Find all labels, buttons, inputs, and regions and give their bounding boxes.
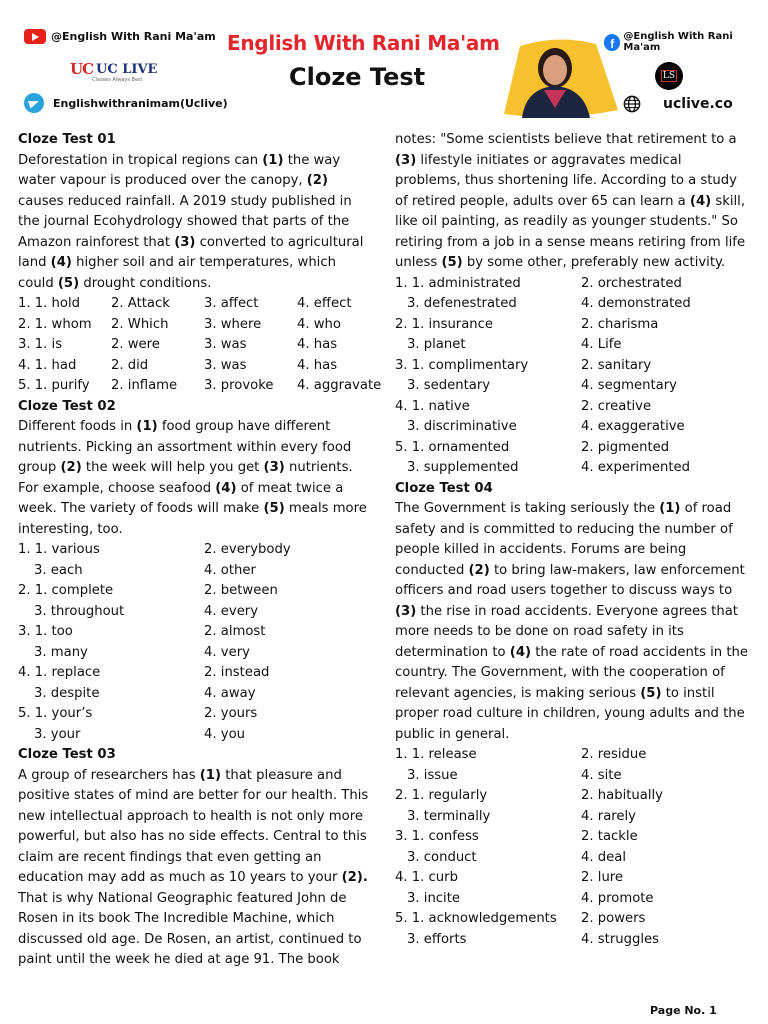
option-row bbox=[395, 889, 750, 910]
option-row bbox=[395, 356, 750, 377]
option-item[interactable]: 4. exaggerative bbox=[581, 419, 685, 434]
blank-marker: (1) bbox=[262, 152, 284, 168]
option-item[interactable]: 2. between bbox=[204, 583, 278, 598]
blank-marker: (2) bbox=[468, 562, 490, 578]
website-row[interactable] bbox=[623, 95, 733, 113]
cloze3-title: Cloze Test 03 bbox=[18, 747, 116, 762]
option-row bbox=[395, 335, 750, 356]
blank-marker: (4) bbox=[215, 480, 237, 496]
option-item[interactable]: 3. was bbox=[204, 337, 247, 352]
option-row bbox=[395, 397, 750, 418]
option-item[interactable]: 2. everybody bbox=[204, 542, 291, 557]
option-row bbox=[18, 643, 374, 664]
option-item[interactable]: 2. 1. regularly bbox=[395, 788, 488, 803]
cloze2-options bbox=[18, 540, 374, 745]
option-item[interactable]: 2. pigmented bbox=[581, 439, 670, 455]
globe-icon bbox=[623, 95, 641, 113]
option-item[interactable]: 3. affect bbox=[204, 296, 259, 311]
option-item[interactable]: 4. aggravate bbox=[297, 378, 382, 393]
option-item[interactable]: 2. almost bbox=[204, 624, 266, 639]
option-item[interactable]: 2. tackle bbox=[581, 829, 638, 844]
blank-marker: (1) bbox=[136, 419, 158, 434]
option-item[interactable]: 3. sedentary bbox=[407, 378, 491, 393]
option-item[interactable]: 3. planet bbox=[407, 337, 466, 352]
option-item[interactable]: 1. 1. administrated bbox=[395, 275, 521, 291]
option-item[interactable]: 3. discriminative bbox=[407, 419, 517, 434]
option-item[interactable]: 5. 1. ornamented bbox=[395, 439, 510, 455]
option-item[interactable]: 4. 1. replace bbox=[18, 665, 101, 680]
option-item[interactable]: 2. were bbox=[111, 337, 160, 352]
brand-name: UC LIVE bbox=[96, 61, 158, 77]
blank-marker: (1) bbox=[659, 501, 681, 516]
uc-live-logo bbox=[70, 60, 157, 83]
cloze3-passage-part1: A group of researchers has (1) that pleasure and positive states of mind are better for our health. This new intellectual approach to health is not only more powerful, but also has no side effects. Central to this claim are recent findings that even getting an education may add as much as 10 years to your (2). That is why National Geographic featured John de Rosen in its book The Incredible Machine, which discussed old age. De Rosen, an artist, continued to paint until the week he died at age 91. The book bbox=[18, 767, 369, 967]
option-row bbox=[395, 930, 750, 951]
option-row bbox=[18, 294, 374, 315]
option-item[interactable]: 4. who bbox=[297, 316, 341, 332]
option-item[interactable]: 2. lure bbox=[581, 870, 624, 885]
youtube-handle: @English With Rani Ma'am bbox=[51, 30, 216, 43]
option-item[interactable]: 4. segmentary bbox=[581, 378, 677, 393]
cloze4-title: Cloze Test 04 bbox=[395, 480, 493, 496]
left-column bbox=[18, 130, 382, 971]
page-number: Page No. 1 bbox=[650, 1004, 717, 1017]
option-item[interactable]: 4. demonstrated bbox=[581, 296, 691, 311]
option-row bbox=[18, 622, 374, 643]
option-row bbox=[395, 294, 750, 315]
option-item[interactable]: 4. deal bbox=[581, 849, 627, 865]
option-row bbox=[395, 315, 750, 336]
facebook-handle: @English With Rani Ma'am bbox=[623, 31, 733, 53]
option-item[interactable]: 2. inflame bbox=[111, 378, 178, 393]
blank-marker: (4) bbox=[689, 193, 712, 209]
cloze4-options bbox=[395, 745, 750, 950]
option-row bbox=[395, 745, 750, 766]
cloze3-options bbox=[395, 274, 750, 479]
teacher-photo bbox=[500, 38, 618, 118]
uc-logo-icon: UC bbox=[70, 60, 94, 78]
option-item[interactable]: 3. terminally bbox=[407, 808, 491, 824]
option-row bbox=[18, 684, 374, 705]
option-item[interactable]: 3. 1. too bbox=[18, 624, 73, 639]
option-item[interactable]: 2. habitually bbox=[581, 788, 663, 803]
blank-marker: (3) bbox=[395, 603, 417, 619]
option-item[interactable]: 4. 1. curb bbox=[395, 870, 458, 885]
option-item[interactable]: 4. other bbox=[204, 562, 256, 578]
option-item[interactable]: 3. conduct bbox=[407, 849, 477, 865]
telegram-icon bbox=[24, 93, 44, 113]
blank-marker: (5) bbox=[57, 275, 80, 291]
cloze1-options bbox=[18, 294, 382, 397]
option-row bbox=[18, 376, 382, 397]
option-row bbox=[395, 807, 750, 828]
option-item[interactable]: 3. issue bbox=[407, 767, 458, 783]
blank-marker: (5) bbox=[441, 255, 463, 270]
blank-marker: (2). bbox=[341, 870, 368, 885]
blank-marker: (2) bbox=[60, 460, 82, 475]
option-item[interactable]: 3. defenestrated bbox=[407, 296, 517, 311]
option-item[interactable]: 5. 1. acknowledgements bbox=[395, 911, 557, 926]
option-item[interactable]: 2. charisma bbox=[581, 316, 659, 332]
telegram-handle-row[interactable] bbox=[24, 93, 228, 113]
option-item[interactable]: 4. 1. native bbox=[395, 398, 470, 414]
option-item[interactable]: 2. instead bbox=[204, 665, 270, 680]
option-item[interactable]: 2. 1. insurance bbox=[395, 316, 494, 332]
page-title: English With Rani Ma'am bbox=[227, 31, 500, 55]
option-item[interactable]: 2. residue bbox=[581, 747, 647, 762]
option-row bbox=[18, 602, 374, 623]
option-item[interactable]: 3. many bbox=[34, 644, 88, 660]
website-link: uclive.co bbox=[663, 96, 733, 112]
option-item[interactable]: 4. every bbox=[204, 603, 259, 619]
option-row bbox=[18, 725, 374, 746]
option-row bbox=[395, 848, 750, 869]
facebook-handle-row[interactable] bbox=[604, 31, 768, 53]
blank-marker: (3) bbox=[395, 152, 417, 168]
option-item[interactable]: 2. powers bbox=[581, 911, 646, 926]
option-row bbox=[395, 438, 750, 459]
option-item[interactable]: 2. 1. complete bbox=[18, 583, 114, 598]
youtube-icon bbox=[24, 29, 46, 44]
option-item[interactable]: 3. supplemented bbox=[407, 460, 519, 475]
option-item[interactable]: 3. each bbox=[34, 562, 83, 578]
telegram-handle: Englishwithranimam(Uclive) bbox=[53, 96, 228, 110]
option-item[interactable]: 4. has bbox=[297, 337, 338, 352]
option-item[interactable]: 3. efforts bbox=[407, 931, 467, 947]
option-row bbox=[18, 581, 374, 602]
option-item[interactable]: 3. your bbox=[34, 726, 81, 742]
option-item[interactable]: 4. effect bbox=[297, 296, 352, 311]
option-item[interactable]: 4. away bbox=[204, 685, 256, 701]
option-item[interactable]: 4. Life bbox=[581, 337, 622, 352]
option-item[interactable]: 2. orchestrated bbox=[581, 275, 682, 291]
blank-marker: (5) bbox=[263, 501, 285, 516]
option-item[interactable]: 3. where bbox=[204, 316, 262, 332]
option-row bbox=[18, 540, 374, 561]
option-item[interactable]: 5. 1. your’s bbox=[18, 706, 93, 721]
option-row bbox=[395, 827, 750, 848]
blank-marker: (3) bbox=[174, 234, 196, 250]
cloze2-title: Cloze Test 02 bbox=[18, 398, 116, 414]
option-row bbox=[395, 274, 750, 295]
option-row bbox=[395, 868, 750, 889]
page-subtitle: Cloze Test bbox=[289, 63, 426, 91]
option-row bbox=[395, 376, 750, 397]
option-row bbox=[395, 417, 750, 438]
blank-marker: (5) bbox=[640, 685, 662, 701]
option-row bbox=[395, 458, 750, 479]
option-item[interactable]: 2. Which bbox=[111, 316, 169, 332]
option-item[interactable]: 5. 1. purify bbox=[18, 378, 90, 393]
brand-tagline: Classes Always Best bbox=[92, 77, 143, 83]
option-item[interactable]: 1. 1. release bbox=[395, 747, 477, 762]
option-item[interactable]: 4. rarely bbox=[581, 808, 636, 824]
youtube-handle-row[interactable] bbox=[24, 29, 216, 44]
blank-marker: (2) bbox=[306, 173, 329, 188]
option-item[interactable]: 3. despite bbox=[34, 685, 100, 701]
option-item[interactable]: 3. provoke bbox=[204, 378, 274, 393]
option-row bbox=[395, 909, 750, 930]
option-item[interactable]: 4. you bbox=[204, 726, 246, 742]
option-item[interactable]: 4. experimented bbox=[581, 460, 691, 475]
option-item[interactable]: 4. 1. had bbox=[18, 357, 77, 373]
option-item[interactable]: 2. sanitary bbox=[581, 357, 652, 373]
option-item[interactable]: 4. very bbox=[204, 644, 250, 660]
cloze1-passage: Deforestation in tropical regions can (1) the way water vapour is produced over the canopy, (2) causes reduced rainfall. A 2019 study published in the journal Ecohydrology showed that parts of the Amazon rainforest that (3) converted to agricultural land (4) higher soil and air temperatures, which could (5) drought conditions. bbox=[18, 152, 364, 291]
option-item[interactable]: 3. 1. complimentary bbox=[395, 357, 529, 373]
option-row bbox=[18, 704, 374, 725]
option-item[interactable]: 1. 1. hold bbox=[18, 296, 81, 311]
option-item[interactable]: 3. incite bbox=[407, 890, 460, 906]
blank-marker: (1) bbox=[199, 767, 221, 783]
option-row bbox=[18, 561, 374, 582]
ls-logo: LS bbox=[655, 62, 683, 90]
blank-marker: (3) bbox=[263, 460, 285, 475]
option-row bbox=[18, 315, 374, 336]
blank-marker: (4) bbox=[50, 255, 72, 270]
blank-marker: (4) bbox=[509, 644, 532, 660]
option-item[interactable]: 1. 1. various bbox=[18, 542, 100, 557]
cloze2-passage: Different foods in (1) food group have different nutrients. Picking an assortment within every food group (2) the week will help you get (3) nutrients. For example, choose seafood (4) of meat twice a week. The variety of foods will make (5) meals more interesting, too. bbox=[18, 419, 367, 537]
option-item[interactable]: 4. struggles bbox=[581, 931, 659, 947]
option-row bbox=[18, 663, 374, 684]
option-item[interactable]: 3. 1. confess bbox=[395, 829, 479, 844]
option-item[interactable]: 4. site bbox=[581, 767, 622, 783]
option-item[interactable]: 2. creative bbox=[581, 398, 652, 414]
cloze4-passage: The Government is taking seriously the (1) of road safety and is committed to reducing the number of people killed in accidents. Forums are being conducted (2) to bring law-makers, law enforcement officers and road users together to discuss ways to (3) the rise in road accidents. Everyone agrees that more needs to be done on road safety in its determination to (4) the rate of road accidents in the country. The Government, with the cooperation of relevant agencies, is making serious (5) to instil proper road culture in children, young adults and the public in general. bbox=[395, 501, 748, 742]
option-item[interactable]: 2. did bbox=[111, 357, 149, 373]
option-item[interactable]: 2. 1. whom bbox=[18, 316, 92, 332]
right-column bbox=[395, 130, 750, 950]
cloze3-passage-part2: notes: "Some scientists believe that retirement to a (3) lifestyle initiates or aggravates medical problems, thus shortening life. According to a study of retired people, adults over 65 can learn a (4) skill, like oil painting, as readily as younger students." So retiring from a job in a sense means retiring from life unless (5) by some other, preferably new activity. bbox=[395, 132, 746, 270]
option-item[interactable]: 3. 1. is bbox=[18, 337, 63, 352]
page-header bbox=[0, 0, 768, 125]
facebook-icon: f bbox=[604, 34, 620, 51]
option-item[interactable]: 3. throughout bbox=[34, 603, 125, 619]
option-item[interactable]: 4. promote bbox=[581, 890, 654, 906]
option-item[interactable]: 3. was bbox=[204, 357, 247, 373]
option-item[interactable]: 2. Attack bbox=[111, 296, 170, 311]
option-item[interactable]: 4. has bbox=[297, 357, 338, 373]
option-item[interactable]: 2. yours bbox=[204, 706, 258, 721]
cloze1-title: Cloze Test 01 bbox=[18, 132, 116, 147]
option-row bbox=[18, 356, 374, 377]
option-row bbox=[18, 335, 374, 356]
option-row bbox=[395, 786, 750, 807]
option-row bbox=[395, 766, 750, 787]
